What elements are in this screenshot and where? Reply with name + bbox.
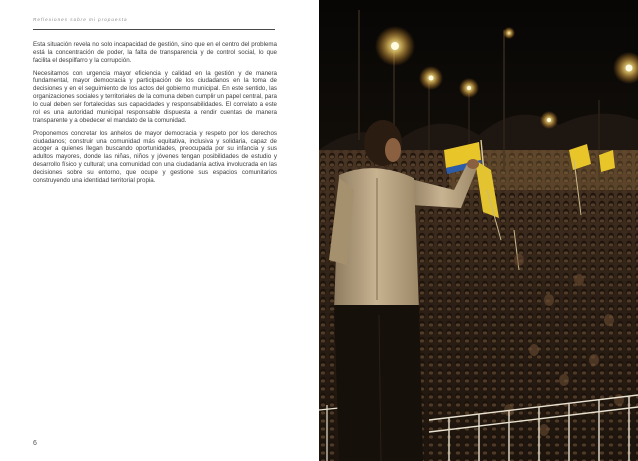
page-number: 6 bbox=[33, 440, 37, 447]
rally-photo bbox=[319, 0, 638, 461]
paragraph: Esta situación revela no solo incapacidad de gestión, sino que en el centro del problema está la concentración de poder, la falta de transparencia y de control social, lo que facilita el despilfarro y la corrupción. bbox=[33, 41, 277, 64]
lamp-light bbox=[429, 76, 434, 81]
body-text bbox=[33, 41, 277, 190]
running-head: Reflexiones sobre mi propuesta bbox=[33, 17, 128, 22]
lamp-light bbox=[391, 42, 399, 50]
lamp-light bbox=[626, 65, 633, 72]
paragraph: Necesitamos con urgencia mayor eficiencia y calidad en la gestión y de manera fundamental, mayor democracia y participación de los ciudadanos en la toma de decisiones y en el seguimiento de los actos del gobierno municipal. En este sentido, las organizaciones sociales y territoriales de la comuna deben cumplir un papel central, para lo cual deben ser fortalecidas sus capacidades y responsabilidades. El correlato a este rol es una autoridad municipal responsable dispuesta a rendir cuentas de manera transparente y a obedecer el mandato de la comunidad. bbox=[33, 69, 277, 124]
rally-photo-illustration bbox=[319, 0, 638, 461]
header-rule bbox=[33, 29, 275, 30]
paragraph: Proponemos concretar los anhelos de mayor democracia y respeto por los derechos ciudadanos; construir una comunidad más equitativa, inclusiva y solidaria, capaz de acoger a quienes llegan buscando oportunidades, preocupada por su infancia y sus adultos mayores, donde las niñas, niños y jóvenes tengan posibilidades de estudio y desarrollo físico y cultural; una comunidad con una ciudadanía activa involucrada en las decisiones sobre su entorno, que ocupe y gestione sus espacios comunitarios construyendo una identidad territorial propia. bbox=[33, 129, 277, 185]
lamp-light bbox=[467, 86, 471, 90]
lamp-light bbox=[503, 27, 515, 39]
lamp-light bbox=[547, 118, 551, 122]
